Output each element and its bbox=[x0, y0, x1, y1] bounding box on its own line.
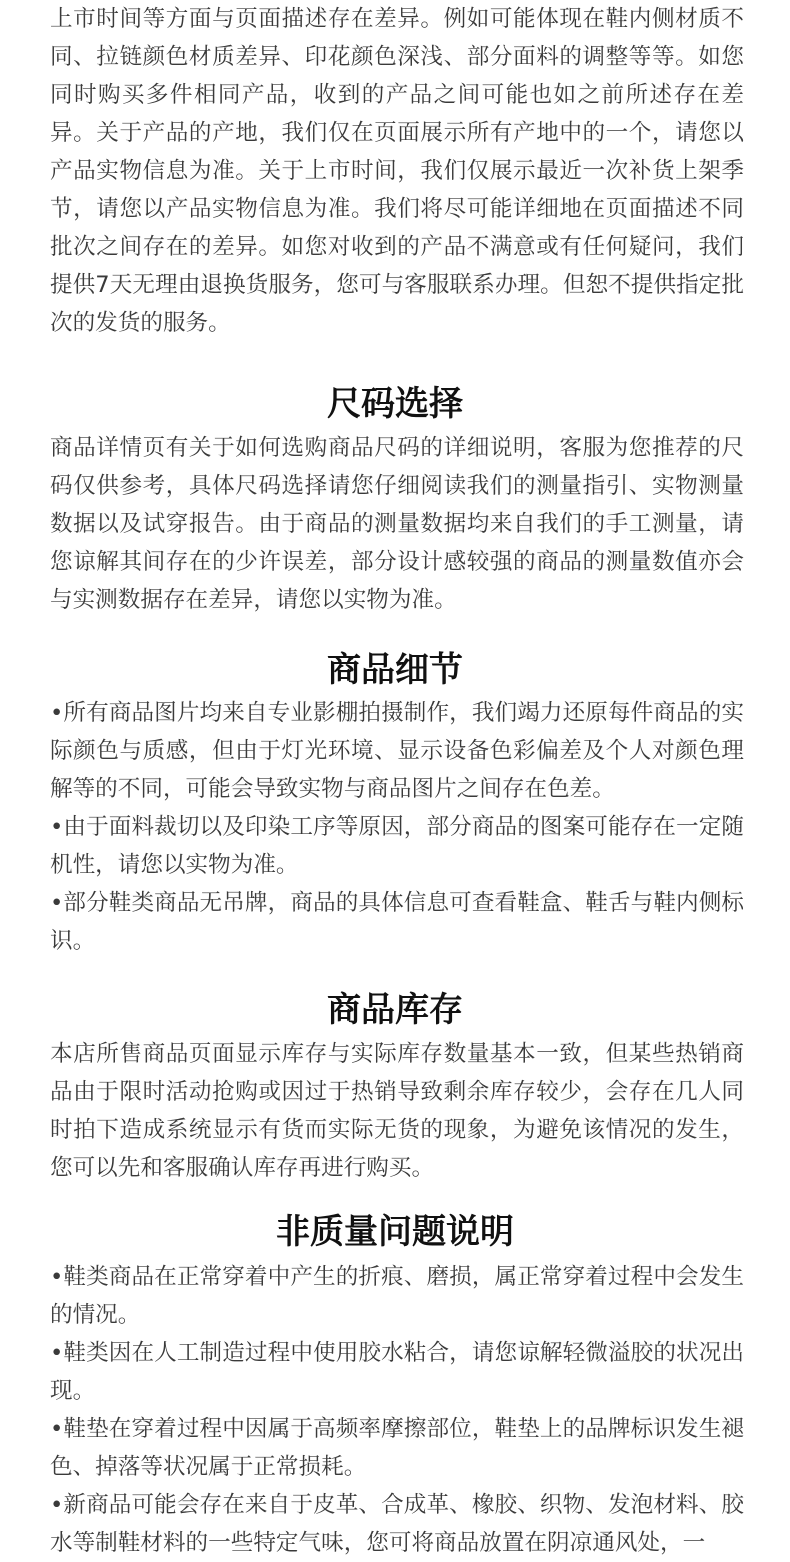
section-title-stock: 商品库存 bbox=[327, 990, 463, 1030]
section-title-size: 尺码选择 bbox=[327, 384, 463, 424]
section-title-nonquality: 非质量问题说明 bbox=[276, 1212, 514, 1252]
details-bullet-2: •由于面料裁切以及印染工序等原因，部分商品的图案可能存在一定随机性，请您以实物为准。 bbox=[50, 814, 744, 878]
size-paragraph: 商品详情页有关于如何选购商品尺码的详细说明，客服为您推荐的尺码仅供参考，具体尺码选择请您仔细阅读我们的测量指引、实物测量数据以及试穿报告。由于商品的测量数据均来自我们的手工测量，请您谅解其间存在的少许误差，部分设计感较强的商品的测量数值亦会与实测数据存在差异，请您以实物为准。 bbox=[50, 435, 744, 613]
details-bullet-1: •所有商品图片均来自专业影棚拍摄制作，我们竭力还原每件商品的实际颜色与质感，但由于灯光环境、显示设备色彩偏差及个人对颜色理解等的不同，可能会导致实物与商品图片之间存在色差。 bbox=[50, 700, 744, 802]
details-bullet-3: •部分鞋类商品无吊牌，商品的具体信息可查看鞋盒、鞋舌与鞋内侧标识。 bbox=[50, 890, 744, 954]
nonquality-bullet-1: •鞋类商品在正常穿着中产生的折痕、磨损，属正常穿着过程中会发生的情况。 bbox=[50, 1264, 744, 1328]
section-title-details: 商品细节 bbox=[327, 650, 463, 690]
nonquality-bullet-2: •鞋类因在人工制造过程中使用胶水粘合，请您谅解轻微溢胶的状况出现。 bbox=[50, 1340, 744, 1404]
nonquality-bullet-3: •鞋垫在穿着过程中因属于高频率摩擦部位，鞋垫上的品牌标识发生褪色、掉落等状况属于正常损耗。 bbox=[50, 1416, 744, 1480]
intro-paragraph: 上市时间等方面与页面描述存在差异。例如可能体现在鞋内侧材质不同、拉链颜色材质差异、印花颜色深浅、部分面料的调整等等。如您同时购买多件相同产品，收到的产品之间可能也如之前所述存在差异。关于产品的产地，我们仅在页面展示所有产地中的一个，请您以产品实物信息为准。关于上市时间，我们仅展示最近一次补货上架季节，请您以产品实物信息为准。我们将尽可能详细地在页面描述不同批次之间存在的差异。如您对收到的产品不满意或有任何疑问，我们提供7天无理由退换货服务，您可与客服联系办理。但恕不提供指定批次的发货的服务。 bbox=[50, 6, 744, 336]
stock-paragraph: 本店所售商品页面显示库存与实际库存数量基本一致，但某些热销商品由于限时活动抢购或因过于热销导致剩余库存较少，会存在几人同时拍下造成系统显示有货而实际无货的现象，为避免该情况的发生，您可以先和客服确认库存再进行购买。 bbox=[50, 1041, 744, 1181]
nonquality-bullet-4: •新商品可能会存在来自于皮革、合成革、橡胶、织物、发泡材料、胶水等制鞋材料的一些特定气味，您可将商品放置在阴凉通风处，一 bbox=[50, 1492, 744, 1556]
